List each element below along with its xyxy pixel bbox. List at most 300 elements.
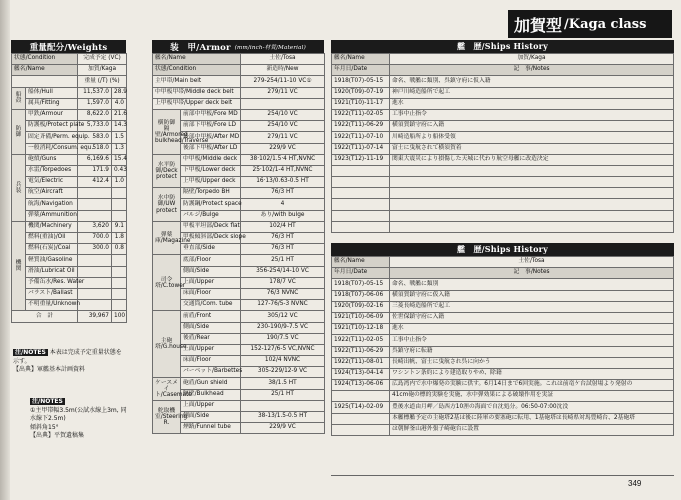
weights-row [12, 121, 127, 132]
armor-item-label: 床面/Floor [181, 288, 241, 299]
armor-notes [30, 398, 130, 441]
weights-percent-value: 0.8 [112, 244, 127, 255]
history-tosa-name-value: 土佐/Tosa [390, 257, 674, 268]
history-kaga-note: 富士に曳航されて横須賀着 [390, 143, 674, 154]
weights-row [12, 210, 127, 221]
history-kaga-date: 1923(T12)-11-19 [332, 154, 390, 165]
history-kaga-row [332, 165, 674, 176]
history-tosa-note: 豊後水道由月岬／島西方10浬の海面で自沈処分。06:50-07:00沈没 [390, 402, 674, 413]
armor-ship-value: 土佐/Tosa [241, 54, 325, 65]
history-tosa-note: 進水 [390, 324, 674, 335]
armor-item-label: 前盾/Front [181, 311, 241, 322]
history-tosa-body [332, 279, 674, 436]
history-kaga-date [332, 221, 390, 232]
history-tosa-note: 命名、戦艦に類別 [390, 279, 674, 290]
history-tosa-note: 呉鎮守府に転籍 [390, 346, 674, 357]
armor-item-label: 煙路/Funnel tube [181, 423, 241, 434]
weights-ship-value: 加賀/Kaga [78, 65, 127, 76]
history-kaga-body [332, 76, 674, 233]
armor-value: 25/1 HT [241, 389, 325, 400]
armor-cond-label: 状態/Condition [153, 65, 241, 76]
history-kaga-note: 横須賀鎮守府に入籍 [390, 121, 674, 132]
weights-tons-value: 11,537.0 [78, 87, 112, 98]
history-tosa-table [331, 256, 674, 436]
weights-row [12, 266, 127, 277]
weights-table [11, 53, 127, 323]
armor-item-label: 交通筒/Com. tube [181, 300, 241, 311]
armor-value: 102/4 NVNC [241, 356, 325, 367]
history-tosa-note: 長崎出帆、富士に曳航され呉に向かう [390, 357, 674, 368]
page-title [508, 10, 672, 38]
history-tosa-note: 佐世保鎮守府に入籍 [390, 312, 674, 323]
history-kaga-date: 1922(T11)-07-10 [332, 132, 390, 143]
weights-percent-value: 4.0 [112, 98, 127, 109]
weights-tons-value: 300.0 [78, 244, 112, 255]
armor-group-label: 舵取機室/Steering R. [153, 400, 181, 434]
history-tosa-row [332, 380, 674, 391]
history-tosa-panel [331, 243, 674, 436]
armor-item-label: 底部/Floor [181, 255, 241, 266]
weights-group-label: 機関 [12, 221, 26, 311]
armor-row [153, 378, 325, 389]
history-kaga-date [332, 210, 390, 221]
armor-value: 76/3 HT [241, 188, 325, 199]
history-tosa-row [332, 357, 674, 368]
weights-row [12, 300, 127, 311]
armor-item-label: 後部下甲板/After LD [181, 143, 241, 154]
history-tosa-note: は朝鮮釜山港外張子崎砲台に設置 [390, 424, 674, 435]
history-tosa-row [332, 279, 674, 290]
history-kaga-date: 1922(T11)-02-05 [332, 109, 390, 120]
armor-item-label: 中甲板甲帯/Middle deck belt [153, 87, 241, 98]
weights-item-label: 水雷/Torpedoes [26, 165, 78, 176]
weights-percent-value [112, 210, 127, 221]
armor-value: 38-13/1.5-0.5 HT [241, 412, 325, 423]
history-tosa-date: 1922(T11)-08-01 [332, 357, 390, 368]
weights-total-t: 39,967 [78, 311, 112, 322]
history-tosa-note: 工事中止指令 [390, 335, 674, 346]
armor-row [153, 87, 325, 98]
weights-item-label: 不明重量/Unknown [26, 300, 78, 311]
armor-cond-value: 新造時/New [241, 65, 325, 76]
history-tosa-date: 1918(T07)-06-06 [332, 290, 390, 301]
history-tosa-row [332, 391, 674, 402]
weights-item-label: 予備缶水/Res. Water [26, 277, 78, 288]
weights-total-label: 合 計 [12, 311, 78, 322]
armor-notes-line3: 【出典】平賀遺稿集 [30, 432, 85, 440]
footer-rule [331, 475, 674, 476]
weights-notes-line1: 本表は完成予定重量状態を示す。 [13, 349, 122, 365]
weights-row [12, 132, 127, 143]
weights-tons-value: 3,620 [78, 221, 112, 232]
history-kaga-row [332, 199, 674, 210]
armor-ship-label: 艦名/Name [153, 54, 241, 65]
history-tosa-date: 1921(T10)-06-09 [332, 312, 390, 323]
armor-row [153, 76, 325, 87]
weights-item-label: 航空/Aircraft [26, 188, 78, 199]
armor-value: 279/11 VC [241, 132, 325, 143]
weights-group-label: 兵装 [12, 154, 26, 221]
history-kaga-date [332, 199, 390, 210]
armor-row [153, 98, 325, 109]
weights-percent-value: 1.3 [112, 143, 127, 154]
history-kaga-row [332, 87, 674, 98]
history-kaga-name-value: 加賀/Kaga [390, 54, 674, 65]
armor-value: 4 [241, 199, 325, 210]
weights-row [12, 188, 127, 199]
armor-cond-row [153, 65, 325, 76]
armor-item-label: 側面/Side [181, 322, 241, 333]
history-kaga-date: 1921(T10)-11-17 [332, 98, 390, 109]
weights-percent-value [112, 288, 127, 299]
weights-row [12, 221, 127, 232]
weights-percent-value [112, 199, 127, 210]
weights-tons-value [78, 210, 112, 221]
weights-row [12, 154, 127, 165]
armor-value: 38/1.5 HT [241, 378, 325, 389]
weights-unit-label: 重量 (/T) (%) [78, 76, 127, 87]
weights-tons-value [78, 255, 112, 266]
weights-body [12, 87, 127, 311]
armor-item-label: 垂直部/Side [181, 244, 241, 255]
history-kaga-row [332, 210, 674, 221]
weights-item-label: 船体/Hull [26, 87, 78, 98]
history-tosa-date: 1924(T13)-06-06 [332, 380, 390, 391]
history-tosa-note: 広島湾内で水中爆発の実験に供す。6月14日まで6回実施。これは前竜ケ台試射場より発射の [390, 380, 674, 391]
history-tosa-date: 1921(T10)-12-18 [332, 324, 390, 335]
armor-item-label: 後盾/Rear [181, 333, 241, 344]
history-tosa-row [332, 301, 674, 312]
weights-item-label: 防護板/Protect plate [26, 121, 78, 132]
armor-value: あり/with bulge [241, 210, 325, 221]
armor-item-label: 前部下甲板/Fore LD [181, 121, 241, 132]
weights-row [12, 277, 127, 288]
armor-group-label: 水平防御/Deck protect [153, 154, 181, 188]
armor-group-label: 水中防御/UW protect [153, 188, 181, 222]
history-kaga-row [332, 76, 674, 87]
history-tosa-date: 1924(T13)-04-14 [332, 368, 390, 379]
weights-percent-value: 9.1 [112, 221, 127, 232]
weights-total-p: 100 [112, 311, 127, 322]
armor-value: 356-254/14-10 VC [241, 266, 325, 277]
weights-percent-value: 15.4 [112, 154, 127, 165]
weights-percent-value: 1.0 [112, 177, 127, 188]
history-kaga-note: 川崎造船所より船体受領 [390, 132, 674, 143]
weights-percent-value [112, 188, 127, 199]
armor-value: 25·102/1-4 HT,NVNC [241, 165, 325, 176]
history-kaga-date: 1918(T07)-05-15 [332, 76, 390, 87]
weights-row [12, 199, 127, 210]
armor-item-label: バーベット/Barbettes [181, 367, 241, 378]
history-kaga-note [390, 221, 674, 232]
armor-value: 76/3 HT [241, 233, 325, 244]
weights-row [12, 233, 127, 244]
weights-panel [11, 40, 126, 323]
armor-title: 装 甲/Armor [170, 42, 231, 53]
armor-value: 279/11 VC [241, 87, 325, 98]
history-kaga-note [390, 199, 674, 210]
weights-percent-value [112, 266, 127, 277]
history-tosa-date: 1925(T14)-02-09 [332, 402, 390, 413]
armor-group-label: 弾薬庫/Magazine [153, 221, 181, 255]
weights-item-label: バラスト/Ballast [26, 288, 78, 299]
history-kaga-date-label: 年月日/Date [332, 65, 390, 76]
armor-item-label: バルジ/Bulge [181, 210, 241, 221]
history-kaga-date [332, 177, 390, 188]
history-tosa-date [332, 424, 390, 435]
weights-cond-row [12, 54, 127, 65]
weights-item-label: 軽質油/Gasoline [26, 255, 78, 266]
weights-tons-value: 5,733.0 [78, 121, 112, 132]
history-tosa-note: 41cm砲の標的実験を実施、水中弾効果による破壊作用を実証 [390, 391, 674, 402]
history-kaga-row [332, 98, 674, 109]
armor-item-label: 防護鋼/Protect space [181, 199, 241, 210]
weights-cond-label: 状態/Condition [12, 54, 78, 65]
armor-row [153, 400, 325, 411]
title-en: /Kaga class [564, 16, 647, 32]
weights-tons-value [78, 188, 112, 199]
weights-header: 重量配分/Weights [11, 40, 126, 53]
armor-value: 254/10 VC [241, 121, 325, 132]
weights-row [12, 109, 127, 120]
history-kaga-date [332, 165, 390, 176]
history-kaga-note [390, 177, 674, 188]
armor-value: 178/7 VC [241, 277, 325, 288]
weights-tons-value: 6,169.6 [78, 154, 112, 165]
armor-item-label: 甲板傾斜部/Deck slope [181, 233, 241, 244]
weights-item-label: 電気/Electric [26, 177, 78, 188]
history-tosa-row [332, 424, 674, 435]
weights-percent-value: 0.43 [112, 165, 127, 176]
history-tosa-header: 艦 歴/Ships History [331, 243, 674, 256]
armor-value: 38·102/1.5·4 HT,NVNC [241, 154, 325, 165]
weights-ship-row [12, 65, 127, 76]
armor-item-label: 上面/Upper [181, 400, 241, 411]
weights-row [12, 98, 127, 109]
weights-percent-value [112, 300, 127, 311]
page-number: 349 [628, 479, 642, 488]
weights-notes-header: 注/NOTES [15, 349, 46, 356]
history-kaga-row [332, 154, 674, 165]
history-tosa-note: 三菱長崎造船所で起工 [390, 301, 674, 312]
armor-item-label: 主甲帯/Main belt [153, 76, 241, 87]
history-kaga-row [332, 109, 674, 120]
history-kaga-note: 神戸川崎造船所で起工 [390, 87, 674, 98]
weights-item-label: 一般消耗/Consum. equ. [26, 143, 78, 154]
armor-value: 230-190/9-7.5 VC [241, 322, 325, 333]
armor-row [153, 255, 325, 266]
armor-notes-line1: ①主甲帯幅3.5m(公試水線上3m, 同水線下2.5m) [30, 406, 127, 423]
history-kaga-row [332, 143, 674, 154]
armor-value: 152-127/6-5 VC,NVNC [241, 344, 325, 355]
weights-row [12, 165, 127, 176]
armor-group-label: 主砲塔/G.house [153, 311, 181, 378]
history-tosa-row [332, 413, 674, 424]
weights-item-label: 燃料(石炭)/Coal [26, 244, 78, 255]
history-tosa-row [332, 290, 674, 301]
history-tosa-row [332, 368, 674, 379]
book-gutter [0, 0, 10, 500]
weights-notes [11, 347, 126, 377]
history-tosa-note: ワシントン条約により建造取りやめ、除籍 [390, 368, 674, 379]
armor-item-label: 隔壁/Bulkhead [181, 389, 241, 400]
history-kaga-note [390, 210, 674, 221]
history-kaga-date: 1922(T11)-07-14 [332, 143, 390, 154]
history-tosa-notes-label: 記 事/Notes [390, 268, 674, 279]
history-tosa-row [332, 346, 674, 357]
weights-tons-value [78, 300, 112, 311]
history-tosa-note: 本艦標艦予定の主砲塔2基は後に陸軍の要塞砲に転用、1基砲塔は長崎県対馬豊崎台、2基砲塔 [390, 413, 674, 424]
armor-row [153, 109, 325, 120]
weights-item-label: 滑油/Lubricat Oil [26, 266, 78, 277]
armor-item-label: 上面/Upper [181, 344, 241, 355]
armor-subtitle: (mm/inch-材質/Material) [234, 44, 306, 51]
history-kaga-date [332, 188, 390, 199]
armor-item-label: 側面/Side [181, 412, 241, 423]
weights-cond-value: 完成予定 (VC) [78, 54, 127, 65]
armor-item-label: 床面/Floor [181, 356, 241, 367]
history-kaga-notes-label: 記 事/Notes [390, 65, 674, 76]
history-kaga-row [332, 132, 674, 143]
weights-row [12, 177, 127, 188]
weights-tons-value: 1,597.0 [78, 98, 112, 109]
weights-group-label: 船殻 [12, 87, 26, 109]
armor-item-label: 隔壁/Torpedo BH [181, 188, 241, 199]
armor-panel [152, 40, 324, 434]
history-kaga-note: 進水 [390, 98, 674, 109]
armor-item-label: 砲盾/Gun shield [181, 378, 241, 389]
armor-item-label: 上甲板甲帯/Upper deck belt [153, 98, 241, 109]
weights-row [12, 143, 127, 154]
weights-tons-value [78, 266, 112, 277]
armor-value: 102/4 HT [241, 221, 325, 232]
weights-item-label: 航海/Navigation [26, 199, 78, 210]
armor-ship-row [153, 54, 325, 65]
history-tosa-date-label: 年月日/Date [332, 268, 390, 279]
armor-value: 279-254/11-10 VC① [241, 76, 325, 87]
armor-row [153, 154, 325, 165]
weights-percent-value: 21.6 [112, 109, 127, 120]
history-kaga-note: 関東大震災により損傷した天城に代わり航空母艦に改造決定 [390, 154, 674, 165]
weights-tons-value [78, 288, 112, 299]
history-tosa-row [332, 402, 674, 413]
armor-notes-header: 注/NOTES [32, 398, 63, 405]
armor-notes-line2: 傾斜角15° [30, 423, 59, 431]
armor-group-label: 司令塔/C.tower [153, 255, 181, 311]
armor-item-label: 側面/Side [181, 266, 241, 277]
armor-value: 76/3 HT [241, 244, 325, 255]
armor-group-label: 横防御隔壁/Armored bulkhead/Traverse [153, 109, 181, 154]
armor-item-label: 上面/Upper [181, 277, 241, 288]
weights-tons-value: 700.0 [78, 233, 112, 244]
armor-row [153, 221, 325, 232]
weights-percent-value: 14.3 [112, 121, 127, 132]
armor-value [241, 400, 325, 411]
history-kaga-note [390, 188, 674, 199]
history-kaga-date: 1920(T09)-07-19 [332, 87, 390, 98]
armor-row [153, 311, 325, 322]
armor-item-label: 甲板平坦部/Deck flat [181, 221, 241, 232]
history-kaga-note [390, 165, 674, 176]
weights-ship-label: 艦名/Name [12, 65, 78, 76]
weights-percent-value: 28.9 [112, 87, 127, 98]
weights-unit-row [12, 76, 127, 87]
armor-table [152, 53, 325, 434]
armor-value: 305-229/12-9 VC [241, 367, 325, 378]
armor-body [153, 76, 325, 434]
weights-percent-value [112, 277, 127, 288]
history-kaga-row [332, 177, 674, 188]
history-tosa-date [332, 391, 390, 402]
armor-value: 25/1 HT [241, 255, 325, 266]
history-tosa-row [332, 312, 674, 323]
armor-group-label: ケースメイト/Casemate [153, 378, 181, 400]
weights-row [12, 244, 127, 255]
armor-value: 229/9 VC [241, 143, 325, 154]
weights-tons-value: 518.0 [78, 143, 112, 154]
history-tosa-name-label: 艦名/Name [332, 257, 390, 268]
history-kaga-header: 艦 歴/Ships History [331, 40, 674, 53]
history-kaga-table [331, 53, 674, 233]
history-kaga-note: 工事中止指令 [390, 109, 674, 120]
history-tosa-date [332, 413, 390, 424]
history-kaga-note: 命名、戦艦に類別、呉鎮守府に仮入籍 [390, 76, 674, 87]
weights-percent-value [112, 255, 127, 266]
armor-value: 76/3 NVNC [241, 288, 325, 299]
history-tosa-row [332, 324, 674, 335]
weights-item-label: 機関/Machinery [26, 221, 78, 232]
history-tosa-date: 1922(T11)-06-29 [332, 346, 390, 357]
armor-item-label: 前部中甲板/Fore MD [181, 109, 241, 120]
weights-tons-value: 412.4 [78, 177, 112, 188]
armor-item-label: 上甲板/Upper deck [181, 177, 241, 188]
history-kaga-date: 1922(T11)-06-29 [332, 121, 390, 132]
armor-value: 190/7.5 VC [241, 333, 325, 344]
history-tosa-date: 1920(T09)-02-16 [332, 301, 390, 312]
weights-tons-value [78, 199, 112, 210]
weights-total-row [12, 311, 127, 322]
armor-row [153, 188, 325, 199]
history-kaga-row [332, 188, 674, 199]
weights-percent-value: 1.8 [112, 233, 127, 244]
weights-item-label: 弾薬/Ammunition [26, 210, 78, 221]
history-kaga-row [332, 221, 674, 232]
armor-value: 305/12 VC [241, 311, 325, 322]
weights-tons-value: 583.0 [78, 132, 112, 143]
weights-row [12, 87, 127, 98]
history-tosa-date: 1922(T11)-02-05 [332, 335, 390, 346]
history-tosa-date: 1918(T07)-05-15 [332, 279, 390, 290]
weights-tons-value: 171.9 [78, 165, 112, 176]
history-tosa-note: 横須賀鎮守府に仮入籍 [390, 290, 674, 301]
armor-value: 229/9 VC [241, 423, 325, 434]
armor-value [241, 98, 325, 109]
armor-value: 254/10 VC [241, 109, 325, 120]
history-kaga-panel [331, 40, 674, 233]
history-kaga-row [332, 121, 674, 132]
weights-item-label: 砲熕/Guns [26, 154, 78, 165]
armor-value: 127-76/5-3 NVNC [241, 300, 325, 311]
history-kaga-name-label: 艦名/Name [332, 54, 390, 65]
weights-item-label: 固定斉備/Perm. equip. [26, 132, 78, 143]
title-jp: 加賀型 [514, 15, 563, 35]
armor-item-label: 後部中甲板/After MD [181, 132, 241, 143]
armor-item-label: 中甲板/Middle deck [181, 154, 241, 165]
weights-notes-line2: 【出典】軍艦基本計画資料 [13, 366, 86, 373]
weights-item-label: 甲鉄/Armour [26, 109, 78, 120]
weights-item-label: 属具/Fitting [26, 98, 78, 109]
weights-item-label: 燃料(重油)/Oil [26, 233, 78, 244]
